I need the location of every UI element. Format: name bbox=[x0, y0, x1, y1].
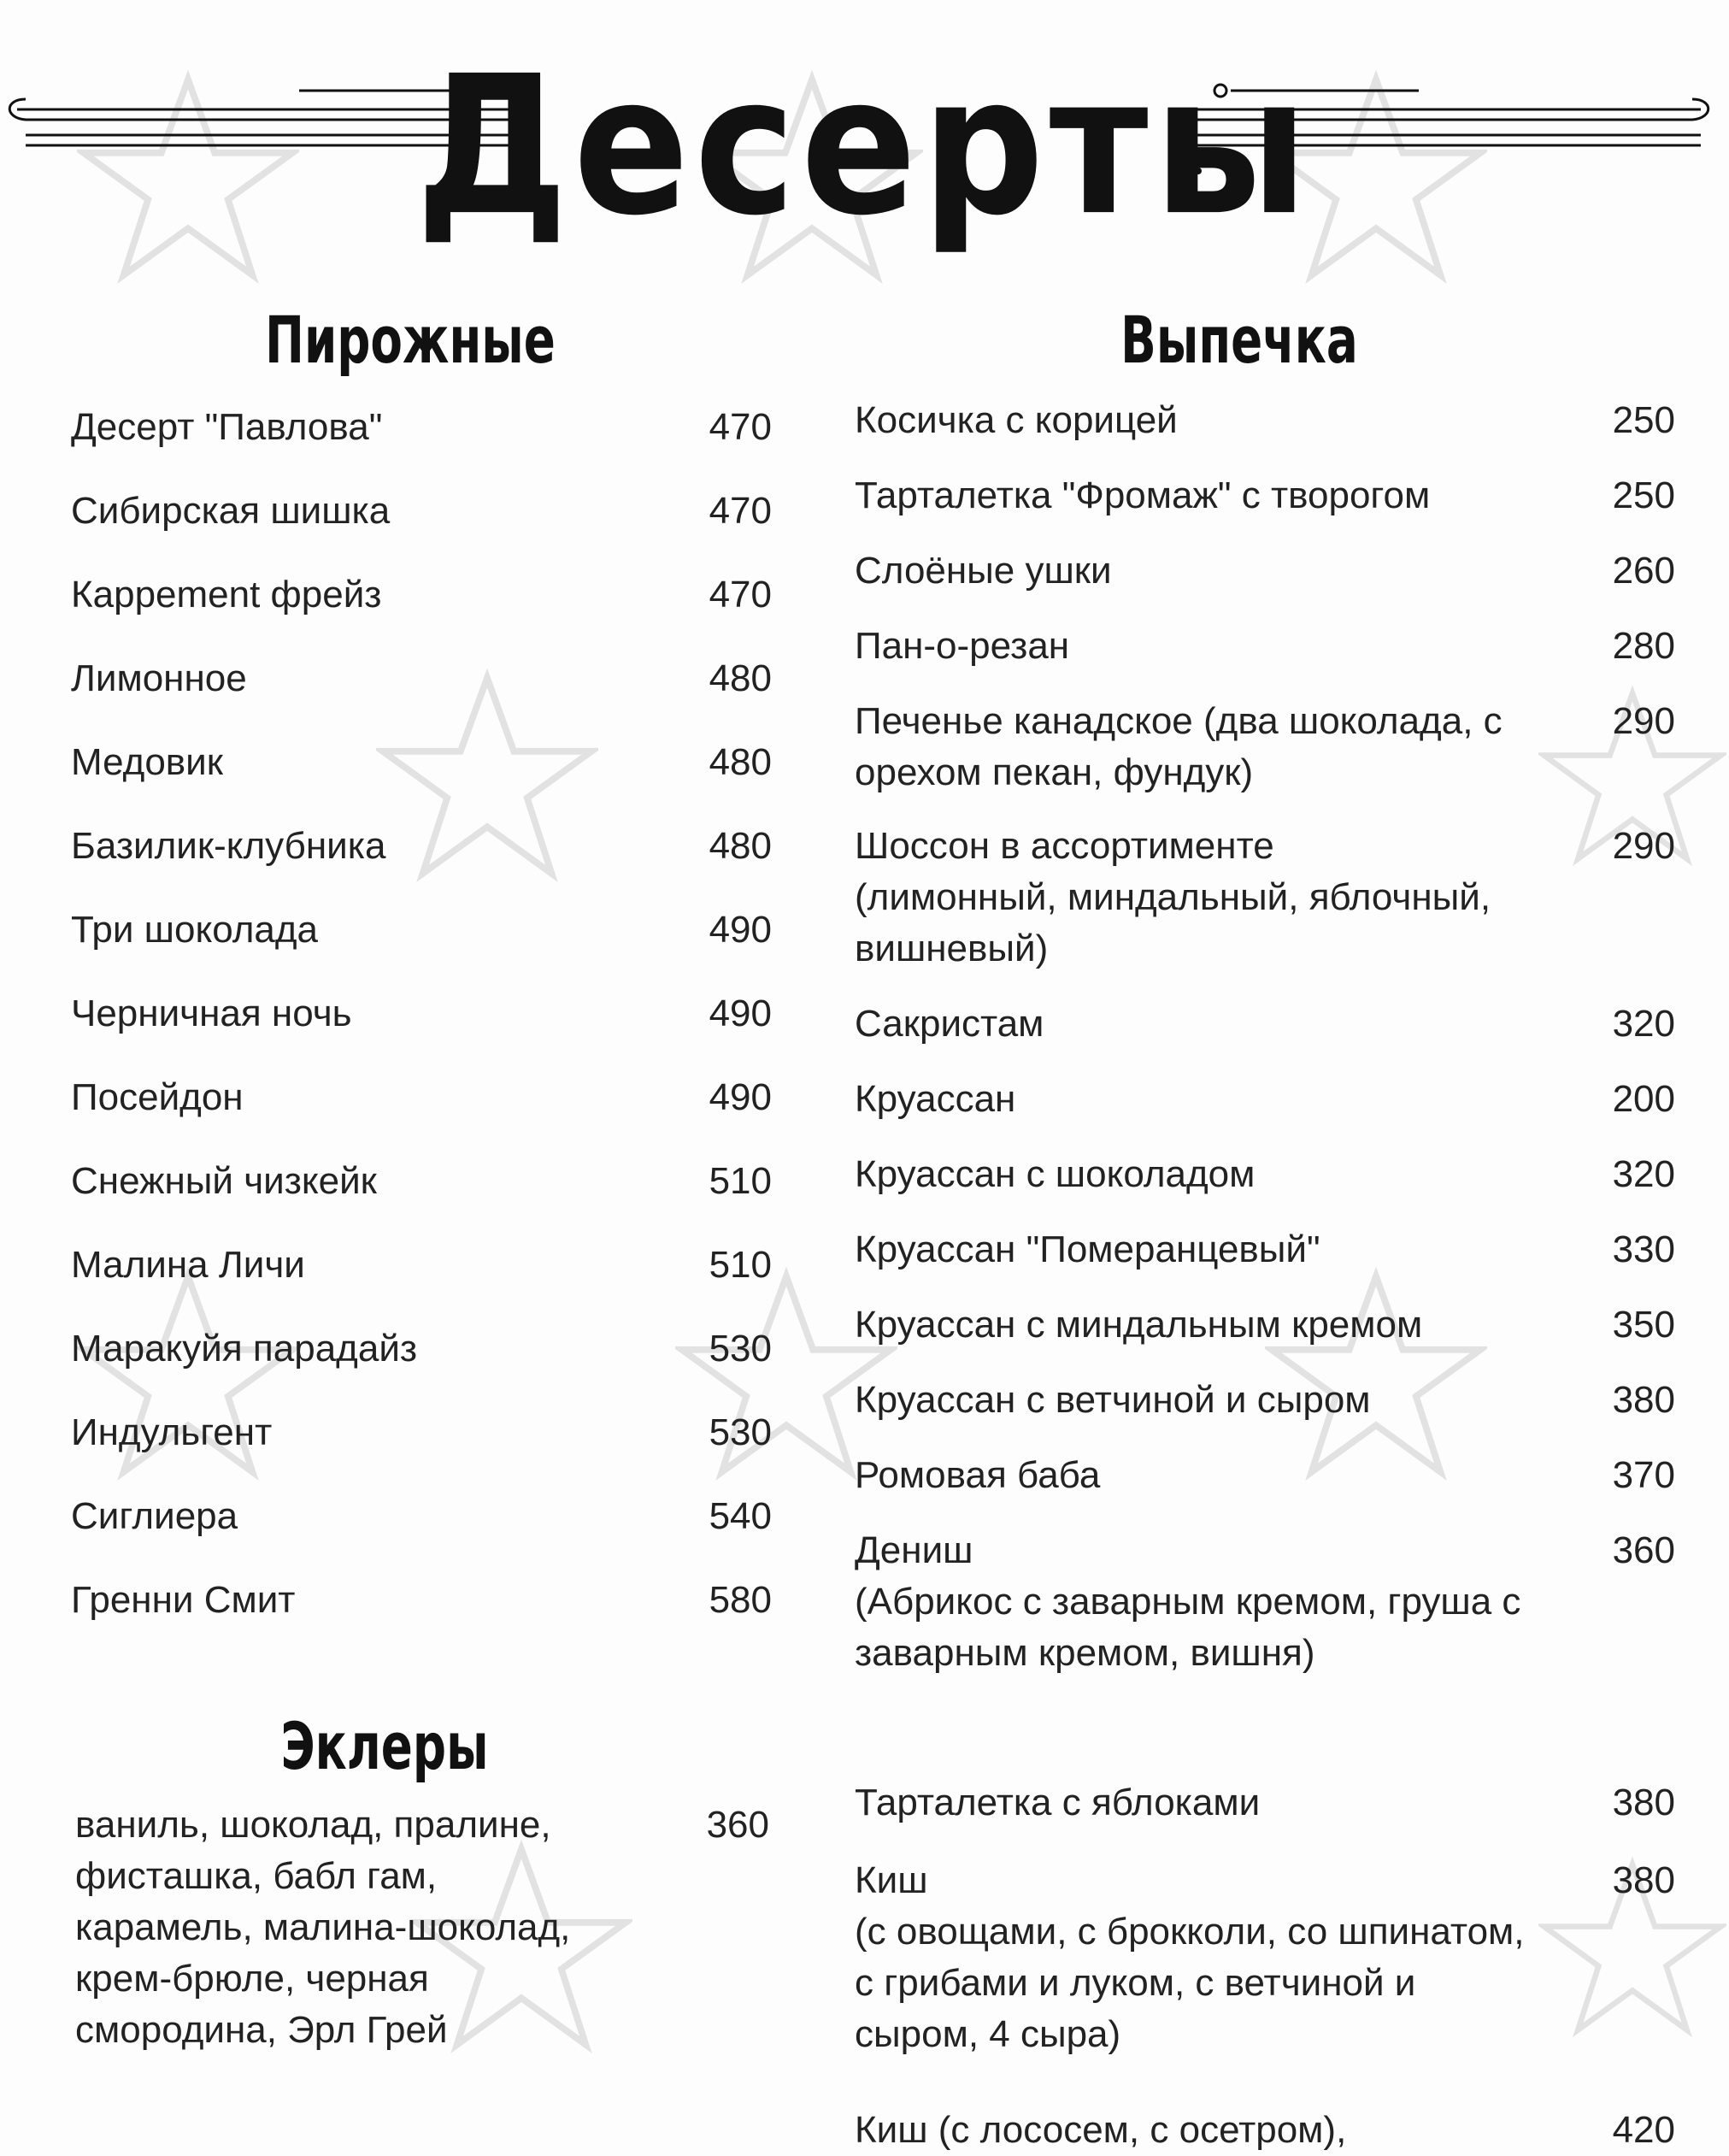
menu-item-price: 480 bbox=[709, 825, 772, 867]
menu-item-name: Дениш (Абрикос с заварным кремом, груша с заварным кремом, вишня) bbox=[855, 1529, 1521, 1674]
menu-item-price: 370 bbox=[1612, 1454, 1675, 1496]
menu-item-price: 510 bbox=[709, 1160, 772, 1202]
menu-item-price: 490 bbox=[709, 909, 772, 951]
menu-item-name: Лимонное bbox=[71, 657, 247, 699]
menu-item-price: 470 bbox=[709, 406, 772, 448]
menu-item-name: Круассан с миндальным кремом bbox=[855, 1304, 1423, 1346]
menu-item-price: 290 bbox=[1612, 825, 1675, 867]
menu-item-name: Тарталетка с яблоками bbox=[855, 1782, 1261, 1823]
menu-item-price: 470 bbox=[709, 574, 772, 616]
menu-item-price: 320 bbox=[1612, 1003, 1675, 1045]
menu-item-name: Тарталетка "Фромаж" с творогом bbox=[855, 474, 1431, 516]
menu-item-price: 530 bbox=[709, 1411, 772, 1453]
menu-item-name: Сибирская шишка bbox=[71, 490, 391, 532]
menu-item-name: Каррement фрейз bbox=[71, 574, 382, 616]
menu-item-name: Круассан "Померанцевый" bbox=[855, 1228, 1320, 1270]
menu-item-name: Малина Личи bbox=[71, 1244, 305, 1286]
section-heading-pirozhnye: Пирожные bbox=[265, 302, 556, 378]
menu-item-name: Пан-о-резан bbox=[855, 625, 1070, 667]
menu-item-price: 490 bbox=[709, 993, 772, 1034]
menu-item-price: 380 bbox=[1612, 1782, 1675, 1823]
menu-item-price: 380 bbox=[1612, 1859, 1675, 1901]
menu-item-name: Сакристам bbox=[855, 1003, 1044, 1045]
menu-item-name: Киш (с овощами, с брокколи, со шпинатом, с грибами и луком, с ветчиной и сыром, 4 сыра) bbox=[855, 1859, 1525, 2055]
menu-item-price: 360 bbox=[706, 1804, 769, 1846]
menu-item-name: Слоёные ушки bbox=[855, 550, 1112, 592]
menu-item-price: 280 bbox=[1612, 625, 1675, 667]
menu-item-price: 540 bbox=[709, 1495, 772, 1537]
menu-item-name: Ромовая баба bbox=[855, 1454, 1101, 1496]
menu-item-name: Круассан с шоколадом bbox=[855, 1153, 1256, 1195]
section-heading-eklery: Эклеры bbox=[280, 1708, 489, 1784]
menu-item-price: 330 bbox=[1612, 1228, 1675, 1270]
menu-item-name: Маракуйя парадайз bbox=[71, 1328, 418, 1370]
menu-item-price: 250 bbox=[1612, 399, 1675, 441]
menu-item-name: ваниль, шоколад, пралине, фисташка, бабл гам, карамель, малина-шоколад, крем-брюле, черная смородина, Эрл Грей bbox=[75, 1804, 571, 2051]
menu-item-price: 480 bbox=[709, 657, 772, 699]
menu-item-price: 360 bbox=[1612, 1529, 1675, 1571]
menu-item-price: 490 bbox=[709, 1076, 772, 1118]
menu-item-price: 200 bbox=[1612, 1078, 1675, 1120]
menu-item-name: Снежный чизкейк bbox=[71, 1160, 377, 1202]
menu-item-name: Гренни Смит bbox=[71, 1579, 296, 1621]
menu-item-name: Десерт "Павлова" bbox=[71, 406, 383, 448]
menu-item-price: 480 bbox=[709, 741, 772, 783]
section-heading-vypechka: Выпечка bbox=[1120, 302, 1358, 378]
menu-item-name: Посейдон bbox=[71, 1076, 244, 1118]
menu-item-price: 580 bbox=[709, 1579, 772, 1621]
menu-item-price: 260 bbox=[1612, 550, 1675, 592]
menu-item-name: Косичка с корицей bbox=[855, 399, 1178, 441]
menu-item-price: 470 bbox=[709, 490, 772, 532]
menu-item-price: 420 bbox=[1612, 2109, 1675, 2151]
menu-item-name: Киш (с лососем, с осетром), bbox=[855, 2109, 1347, 2151]
menu-item-price: 510 bbox=[709, 1244, 772, 1286]
menu-item-price: 380 bbox=[1612, 1379, 1675, 1421]
menu-item-price: 530 bbox=[709, 1328, 772, 1370]
menu-item-name: Круассан с ветчиной и сыром bbox=[855, 1379, 1371, 1421]
menu-item-price: 290 bbox=[1612, 700, 1675, 742]
menu-item-name: Черничная ночь bbox=[71, 993, 352, 1034]
menu-item-name: Индульгент bbox=[71, 1411, 273, 1453]
menu-item-name: Печенье канадское (два шоколада, с орехом пекан, фундук) bbox=[855, 700, 1503, 793]
menu-item-price: 250 bbox=[1612, 474, 1675, 516]
menu-item-name: Сиглиера bbox=[71, 1495, 238, 1537]
menu-item-name: Шоссон в ассортименте (лимонный, миндальный, яблочный, вишневый) bbox=[855, 825, 1491, 969]
menu-item-name: Три шоколада bbox=[71, 909, 318, 951]
menu-item-name: Медовик bbox=[71, 741, 223, 783]
page-title: Десерты bbox=[415, 34, 1314, 258]
menu-item-name: Круассан bbox=[855, 1078, 1016, 1120]
menu-item-name: Базилик-клубника bbox=[71, 825, 386, 867]
menu-item-price: 350 bbox=[1612, 1304, 1675, 1346]
menu-item-price: 320 bbox=[1612, 1153, 1675, 1195]
